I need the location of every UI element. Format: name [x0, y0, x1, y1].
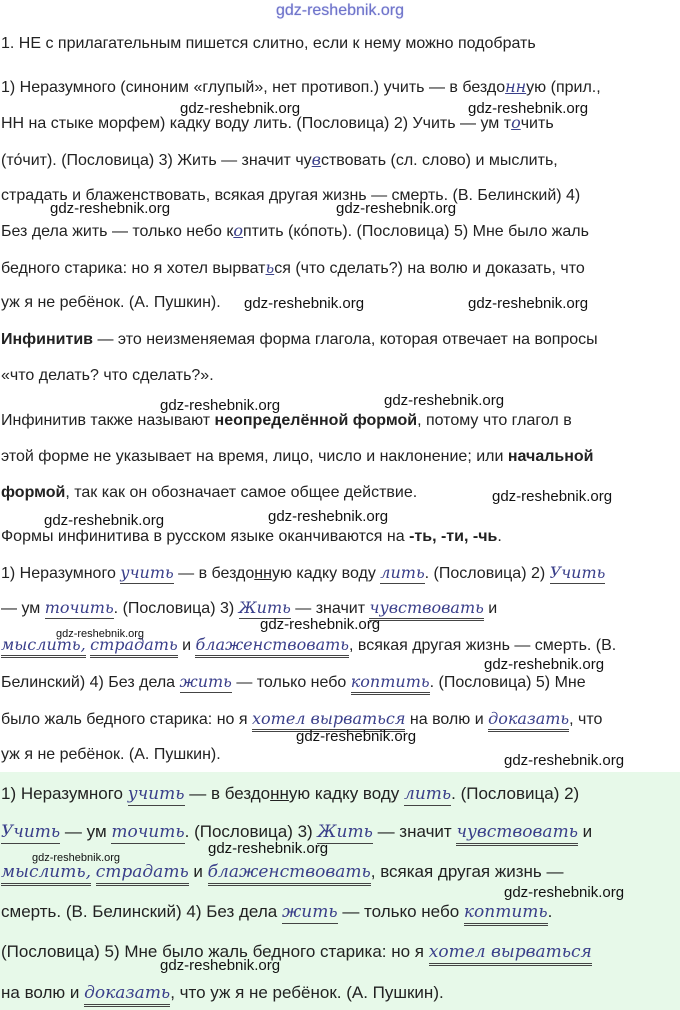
highlight-o2: о	[233, 221, 243, 240]
watermark: gdz-reshebnik.org	[268, 508, 389, 525]
watermark: gdz-reshebnik.org	[244, 295, 365, 312]
intro-line: 1. НЕ с прилагательным пишется слитно, если к нему можно подобрать	[1, 35, 536, 52]
watermark: gdz-reshebnik.org	[32, 852, 121, 864]
highlight-soft-sign: ь	[265, 258, 275, 277]
word-chuvstvovat: чувствовать	[369, 598, 483, 621]
watermark: gdz-reshebnik.org	[468, 295, 589, 312]
watermark: gdz-reshebnik.org	[260, 616, 381, 633]
watermark: gdz-reshebnik.org	[208, 840, 329, 857]
watermark: gdz-reshebnik.org	[160, 397, 281, 414]
watermark: gdz-reshebnik.org	[468, 100, 589, 117]
watermark: gdz-reshebnik.org	[56, 628, 145, 640]
word-dokazat: доказать	[488, 709, 569, 732]
watermark: gdz-reshebnik.org	[492, 488, 613, 505]
watermark: gdz-reshebnik.org	[180, 100, 301, 117]
word-zhit2: жить	[179, 672, 232, 691]
watermark: gdz-reshebnik.org	[160, 957, 281, 974]
word-stradat: страдать	[90, 635, 177, 658]
highlight-o: о	[511, 113, 521, 132]
word-zhit: Жить	[238, 598, 291, 617]
watermark: gdz-reshebnik.org	[50, 200, 171, 217]
word-tochit: точить	[44, 598, 114, 617]
word-Uchit: Учить	[549, 563, 606, 582]
watermark-top: gdz-reshebnik.org	[275, 2, 405, 19]
watermark: gdz-reshebnik.org	[44, 512, 165, 529]
word-myslit: мыслить,	[1, 635, 86, 658]
watermark: gdz-reshebnik.org	[484, 656, 605, 673]
word-uchit: учить	[120, 563, 174, 582]
watermark: gdz-reshebnik.org	[384, 392, 505, 409]
highlight-v: в	[311, 150, 321, 169]
word-lit: лить	[380, 563, 425, 582]
highlight-nn: нн	[505, 77, 527, 96]
watermark: gdz-reshebnik.org	[336, 200, 457, 217]
word-blazhenstvovat: блаженствовать	[195, 635, 349, 658]
watermark: gdz-reshebnik.org	[504, 752, 625, 769]
word-hotel-vyrvatsya: хотел вырваться	[252, 709, 405, 732]
watermark: gdz-reshebnik.org	[504, 884, 625, 901]
watermark: gdz-reshebnik.org	[296, 728, 417, 745]
word-koptit: коптить	[351, 672, 430, 695]
